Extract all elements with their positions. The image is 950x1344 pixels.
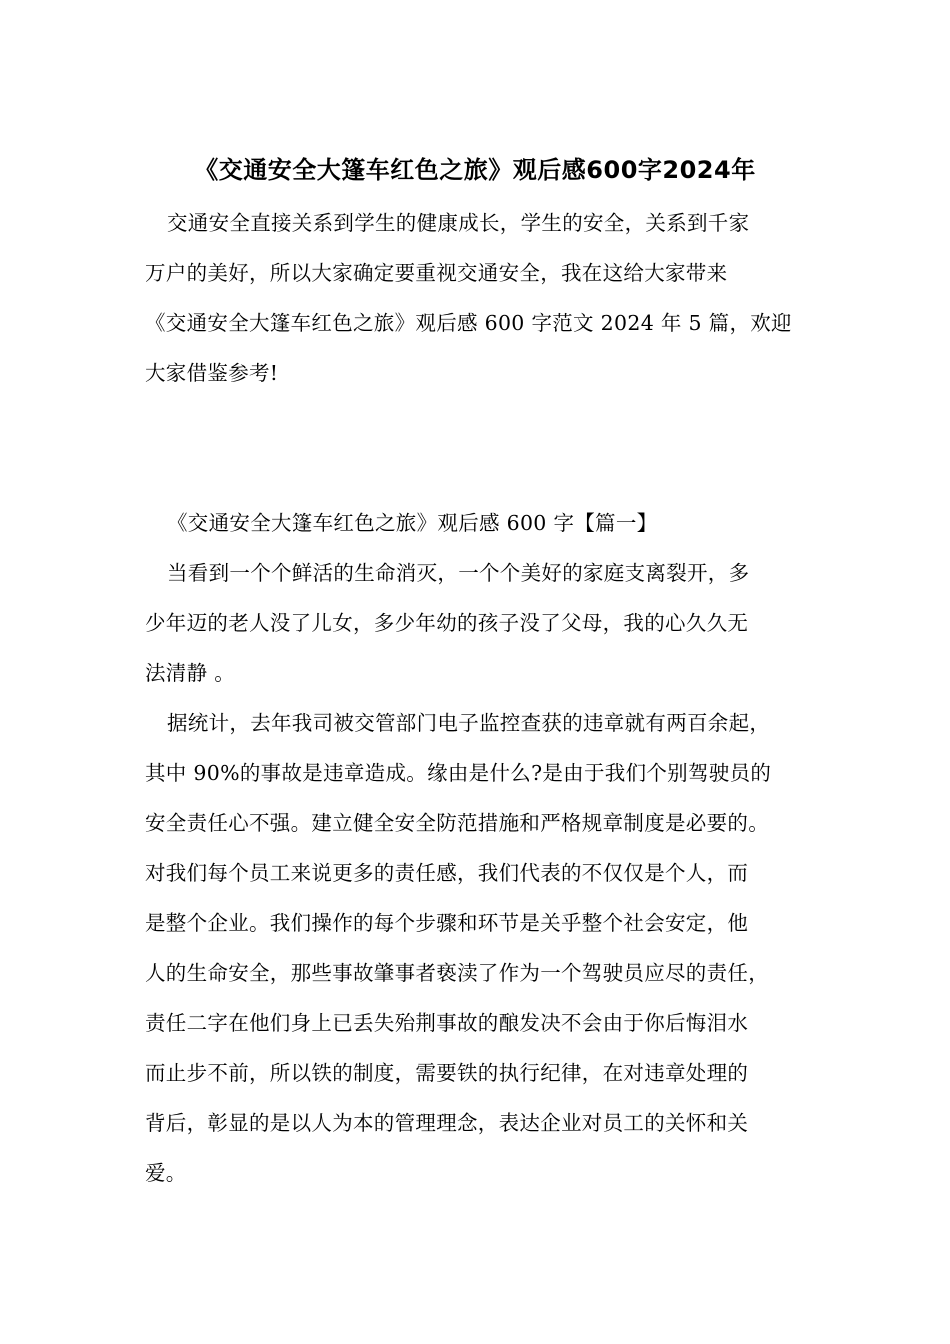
paragraph2-line-10: 爱。 [145,1161,187,1185]
document-title: 《交通安全大篷车红色之旅》观后感600字2024年 [194,156,756,184]
section-heading: 《交通安全大篷车红色之旅》观后感 600 字【篇一】 [167,511,658,535]
paragraph1-line-3: 法清静 。 [145,661,236,685]
paragraph2-line-4: 对我们每个员工来说更多的责任感，我们代表的不仅仅是个人，而 [145,861,749,885]
paragraph2-line-6: 人的生命安全，那些事故肇事者亵渎了作为一个驾驶员应尽的责任， [145,961,769,985]
paragraph2-line-2: 其中 90%的事故是违章造成。缘由是什么?是由于我们个别驾驶员的 [145,761,772,785]
paragraph2-line-8: 而止步不前，所以铁的制度，需要铁的执行纪律，在对违章处理的 [145,1061,749,1085]
paragraph2-line-9: 背后，彰显的是以人为本的管理理念，表达企业对员工的关怀和关 [145,1111,749,1135]
intro-line-2: 万户的美好，所以大家确定要重视交通安全，我在这给大家带来 [145,261,728,285]
paragraph2-line-5: 是整个企业。我们操作的每个步骤和环节是关乎整个社会安定，他 [145,911,749,935]
paragraph2-line-1: 据统计，去年我司被交管部门电子监控查获的违章就有两百余起， [167,711,771,735]
paragraph1-line-1: 当看到一个个鲜活的生命消灭，一个个美好的家庭支离裂开，多 [167,561,750,585]
paragraph1-line-2: 少年迈的老人没了儿女，多少年幼的孩子没了父母，我的心久久无 [145,611,749,635]
intro-line-1: 交通安全直接关系到学生的健康成长，学生的安全，关系到千家 [167,211,750,235]
paragraph2-line-7: 责任二字在他们身上已丢失殆荆事故的酿发决不会由于你后悔泪水 [145,1011,749,1035]
intro-line-3: 《交通安全大篷车红色之旅》观后感 600 字范文 2024 年 5 篇，欢迎 [145,311,792,335]
intro-line-4: 大家借鉴参考! [145,361,279,385]
paragraph2-line-3: 安全责任心不强。建立健全安全防范措施和严格规章制度是必要的。 [145,811,769,835]
